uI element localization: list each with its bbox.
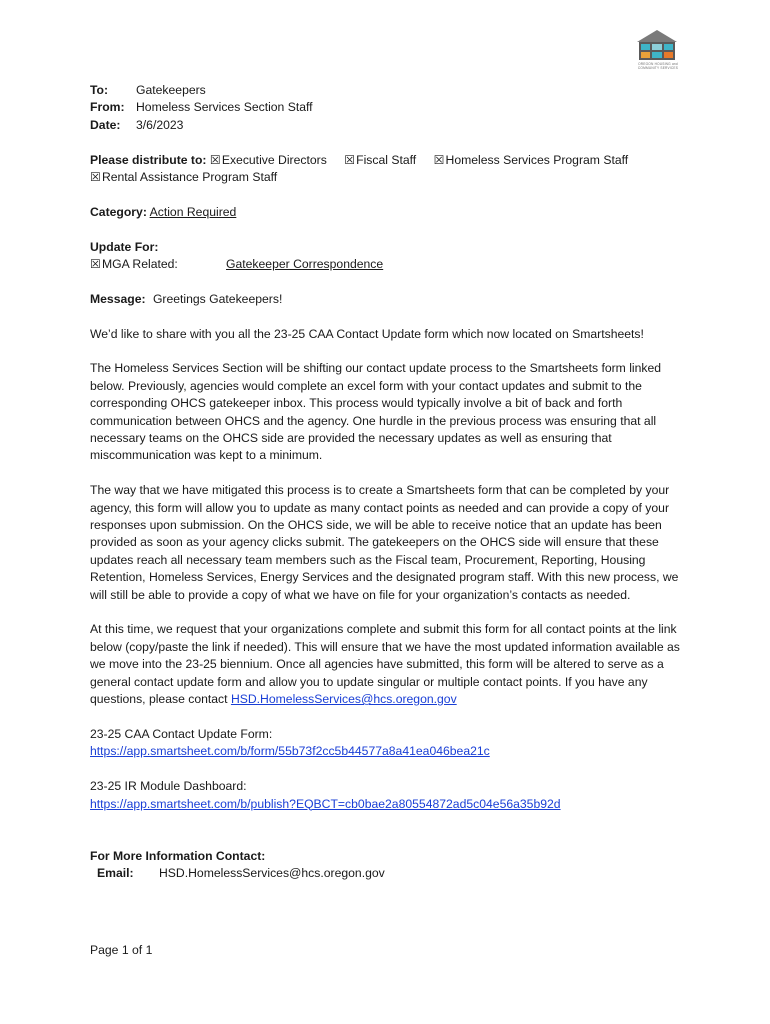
page-number: Page 1 of 1 [90, 943, 153, 957]
contact-heading: For More Information Contact: [90, 848, 266, 863]
dashboard-url-link[interactable]: https://app.smartsheet.com/b/publish?EQBCT=cb0bae2a80554872ad5c04e56a35b92d [90, 796, 561, 811]
contact-email-label: Email: [97, 866, 134, 881]
update-for-label: Update For: [90, 239, 159, 254]
message-value: Greetings Gatekeepers! [152, 291, 283, 306]
distribute-item-executive-directors: ☒Executive Directors [210, 152, 327, 169]
dashboard-label: 23-25 IR Module Dashboard: [90, 779, 247, 794]
to-value: Gatekeepers [136, 83, 206, 97]
form-label: 23-25 CAA Contact Update Form: [90, 726, 273, 741]
distribute-row [90, 152, 690, 169]
distribute-item-homeless-services: ☒Homeless Services Program Staff [434, 152, 629, 169]
mga-row [90, 256, 690, 273]
contact-email-row [90, 865, 690, 882]
form-url-link[interactable]: https://app.smartsheet.com/b/form/55b73f2cc5b44577a8a41ea046bea21c [90, 744, 490, 759]
contact-email-value: HSD.HomelessServices@hcs.oregon.gov [159, 866, 385, 881]
from-label: From: [90, 100, 125, 115]
date-value: 3/6/2023 [136, 117, 184, 132]
to-row [90, 82, 690, 99]
mga-label: MGA Related: [101, 257, 178, 272]
date-row [90, 117, 690, 134]
date-label: Date: [90, 117, 121, 132]
mga-value: Gatekeeper Correspondence [226, 257, 384, 272]
category-label: Category: [90, 204, 147, 219]
message-label: Message: [90, 291, 146, 306]
paragraph-3: The way that we have mitigated this process is to create a Smartsheets form that can be completed by your agency, this form will allow you to update as many contact points as needed and can provide a copy of your responses upon submission. On the OHCS side, we will be able to receive notice that an update has been provided as soon as your agency clicks submit. The gatekeepers on the OHCS side will ensure that these updates reach all necessary team members such as the Fiscal team, Procurement, Reporting, Housing Retention, Homeless Services, Energy Services and the designated program staff. With this new process, we will still be able to provide a copy of what we have on file for your organization’s contacts as needed. [90, 483, 679, 602]
message-row [90, 291, 690, 308]
distribute-label: Please distribute to: [90, 152, 207, 167]
category-row [90, 204, 690, 221]
contact-email-link[interactable]: HSD.HomelessServices@hcs.oregon.gov [230, 692, 457, 707]
from-row [90, 99, 690, 116]
paragraph-1: We’d like to share with you all the 23-25 CAA Contact Update form which now located on Smartsheets! [90, 326, 644, 341]
checked-box-icon: ☒ [344, 152, 356, 167]
distribute-item-fiscal-staff: ☒Fiscal Staff [344, 152, 416, 169]
paragraph-4: At this time, we request that your organizations complete and submit this form for all contact points at the link below (copy/paste the link if needed). This will ensure that we have the most updated information available as we move into the 23-25 biennium. Once all agencies have submitted, this form will be altered to serve as a general contact update form and allow you to update singular or multiple contact points. If you have any questions, please contact HSD.HomelessServices@hcs.oregon.gov [90, 622, 680, 707]
logo-caption: OREGON HOUSING and COMMUNITY SERVICES [637, 62, 679, 70]
checked-box-icon: ☒ [433, 152, 445, 167]
to-label: To: [90, 83, 109, 97]
memo-page [90, 82, 690, 883]
from-value: Homeless Services Section Staff [136, 100, 313, 115]
checked-box-icon: ☒ [90, 257, 101, 272]
checked-box-icon: ☒ [209, 152, 221, 167]
distribute-row-2 [90, 169, 690, 186]
category-value: Action Required [149, 204, 237, 219]
distribute-item-rental-assistance: ☒Rental Assistance Program Staff [90, 169, 277, 186]
checked-box-icon: ☒ [90, 170, 101, 185]
paragraph-2: The Homeless Services Section will be shifting our contact update process to the Smartsheets form linked below. Previously, agencies would complete an excel form with your contact updates and submit to the corresponding OHCS gatekeeper inbox. This process would typically involve a bit of back and forth communication between OHCS and the agency. One hurdle in the previous process was ensuring that all necessary teams on the OHCS side are provided the necessary updates as well as ensuring that miscommunication was kept to a minimum. [90, 361, 662, 463]
